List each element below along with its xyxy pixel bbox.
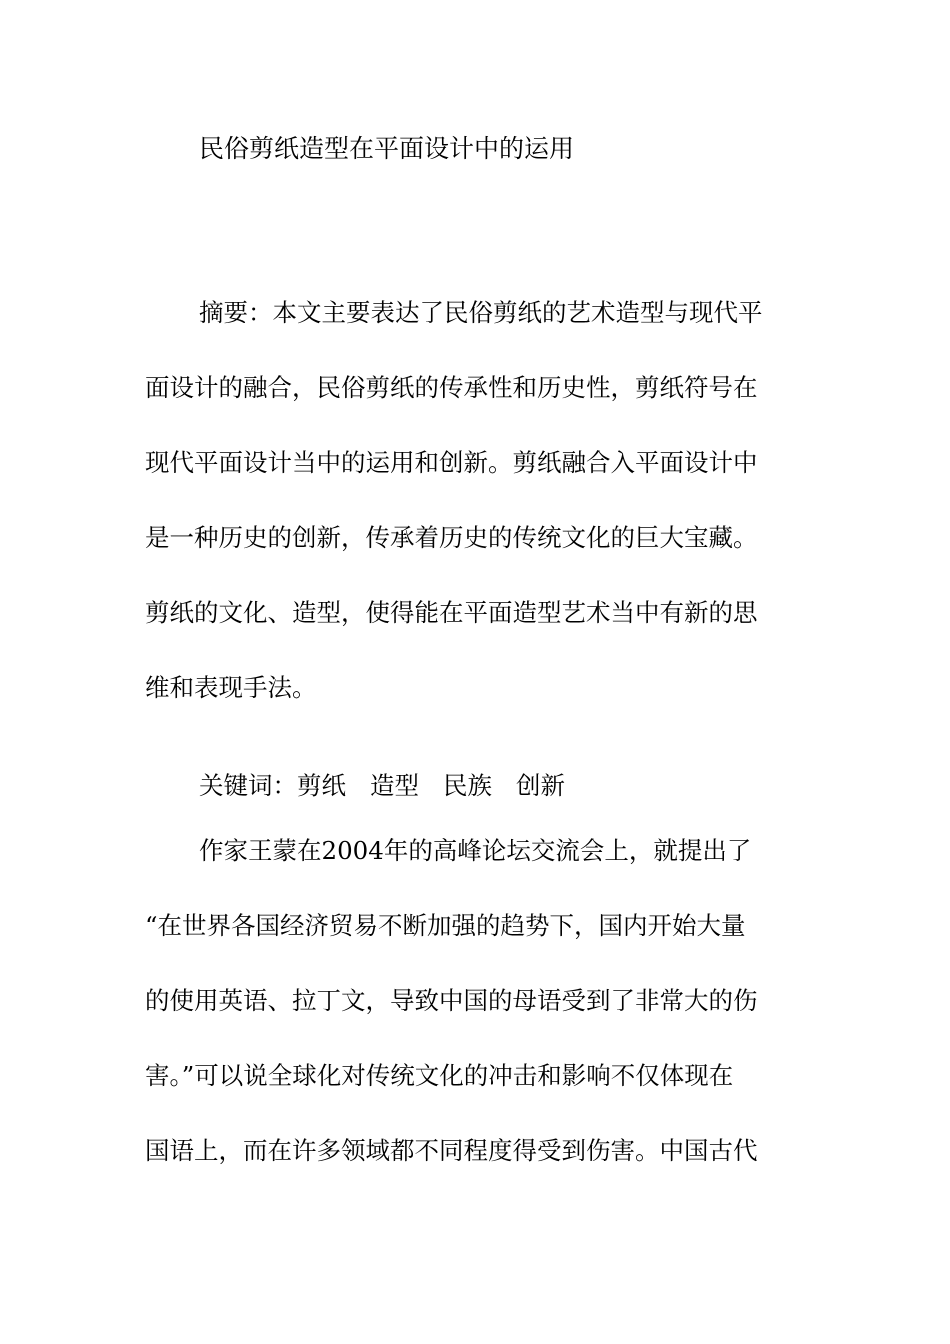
keyword-item: 创新: [516, 771, 565, 800]
keyword-item: 造型: [370, 771, 419, 800]
body-line-5: 国语上，而在许多领域都不同程度得受到伤害。中国古代: [145, 1136, 758, 1165]
abstract-line-1: [199, 295, 859, 331]
abstract-line-2: 面设计的融合，民俗剪纸的传承性和历史性，剪纸符号在: [145, 373, 758, 402]
abstract-line-5: 剪纸的文化、造型，使得能在平面造型艺术当中有新的思: [145, 598, 758, 627]
keywords-colon: ：: [272, 771, 297, 800]
abstract-colon: ：: [248, 298, 273, 327]
keyword-item: 剪纸: [297, 771, 346, 800]
abstract-label: 摘要: [199, 298, 248, 327]
keyword-item: 民族: [443, 771, 492, 800]
body-line-2: “在世界各国经济贸易不断加强的趋势下，国内开始大量: [145, 911, 746, 940]
document-title: 民俗剪纸造型在平面设计中的运用: [199, 134, 575, 163]
body-line-3: 的使用英语、拉丁文，导致中国的母语受到了非常大的伤: [145, 986, 758, 1015]
abstract-text-1: 本文主要表达了民俗剪纸的艺术造型与现代平: [272, 298, 763, 327]
abstract-line-4: 是一种历史的创新，传承着历史的传统文化的巨大宝藏。: [145, 523, 758, 552]
keywords-line: [199, 768, 859, 804]
abstract-line-6: 维和表现手法。: [145, 673, 317, 702]
keywords-label: 关键词: [199, 771, 273, 800]
abstract-line-3: 现代平面设计当中的运用和创新。剪纸融合入平面设计中: [145, 448, 758, 477]
body-line-4: 害。”可以说全球化对传统文化的冲击和影响不仅体现在: [145, 1061, 734, 1090]
body-line-1: 作家王蒙在2004年的高峰论坛交流会上，就提出了: [199, 836, 752, 865]
